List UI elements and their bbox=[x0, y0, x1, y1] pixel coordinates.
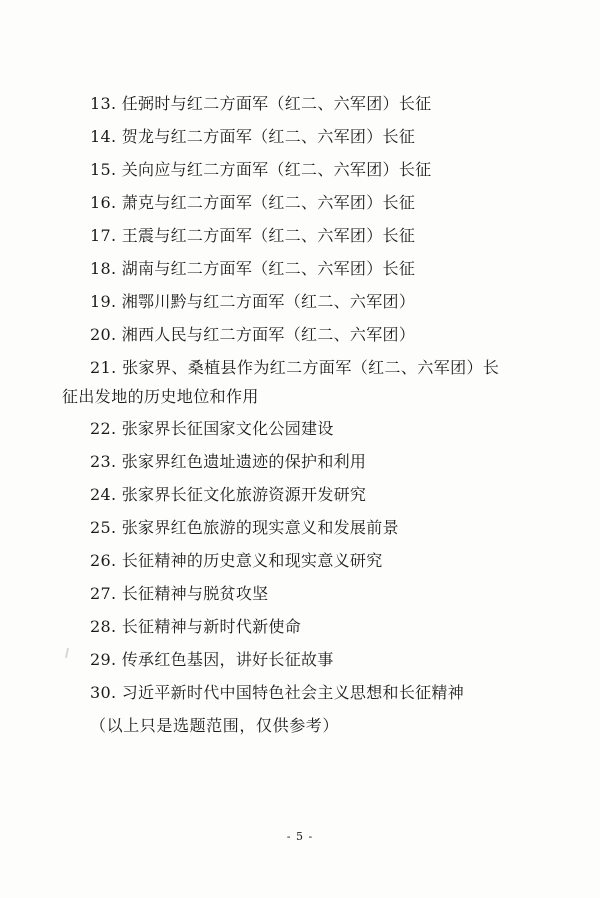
list-item: 18. 湖南与红二方面军（红二、六军团）长征 bbox=[90, 259, 416, 278]
list-item-continuation: 征出发地的历史地位和作用 bbox=[62, 387, 259, 406]
list-item: 22. 张家界长征国家文化公园建设 bbox=[90, 419, 334, 438]
list-item: 25. 张家界红色旅游的现实意义和发展前景 bbox=[90, 518, 399, 537]
scan-mark bbox=[65, 648, 69, 658]
page-number: - 5 - bbox=[286, 830, 314, 843]
list-item: 26. 长征精神的历史意义和现实意义研究 bbox=[90, 551, 383, 570]
list-item: 17. 王震与红二方面军（红二、六军团）长征 bbox=[90, 226, 416, 245]
list-item: 24. 张家界长征文化旅游资源开发研究 bbox=[90, 485, 367, 504]
list-item: 23. 张家界红色遗址遗迹的保护和利用 bbox=[90, 452, 367, 471]
list-item: 20. 湘西人民与红二方面军（红二、六军团） bbox=[90, 325, 416, 344]
list-item: 14. 贺龙与红二方面军（红二、六军团）长征 bbox=[90, 127, 416, 146]
topic-list bbox=[62, 94, 530, 736]
list-item: 13. 任弼时与红二方面军（红二、六军团）长征 bbox=[90, 94, 432, 113]
list-item: 19. 湘鄂川黔与红二方面军（红二、六军团） bbox=[90, 292, 416, 311]
list-item: 27. 长征精神与脱贫攻坚 bbox=[90, 584, 269, 603]
reference-note: （以上只是选题范围，仅供参考） bbox=[90, 716, 340, 735]
list-item: 29. 传承红色基因，讲好长征故事 bbox=[90, 650, 334, 669]
list-item: 28. 长征精神与新时代新使命 bbox=[90, 617, 302, 636]
list-item: 16. 萧克与红二方面军（红二、六军团）长征 bbox=[90, 193, 416, 212]
list-item: 15. 关向应与红二方面军（红二、六军团）长征 bbox=[90, 160, 432, 179]
list-item: 30. 习近平新时代中国特色社会主义思想和长征精神 bbox=[90, 683, 465, 702]
list-item-line: 21. 张家界、桑植县作为红二方面军（红二、六军团）长 bbox=[90, 358, 500, 377]
list-item-multiline bbox=[62, 353, 530, 411]
